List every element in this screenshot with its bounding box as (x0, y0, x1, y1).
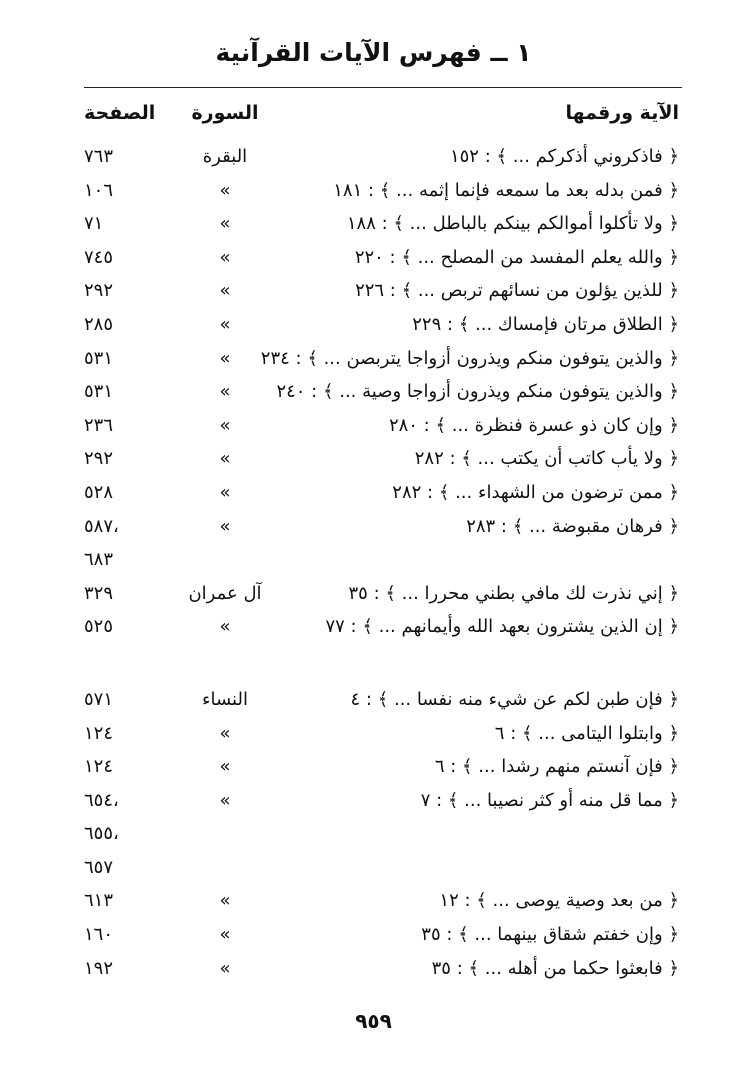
surah-cell: » (219, 280, 231, 302)
header-surah: السورة (191, 102, 259, 124)
ayah-cell: ﴿ والله يعلم المفسد من المصلح ... ﴾ : ٢٢٠ (354, 246, 679, 268)
page-cell: ٦٨٣ (84, 549, 114, 571)
surah-cell: » (219, 924, 231, 946)
page-cell: ٥٣١ (84, 347, 114, 369)
surah-cell: » (219, 313, 231, 335)
surah-cell: » (219, 179, 231, 201)
ayah-cell: ﴿ إني نذرت لك مافي بطني محررا ... ﴾ : ٣٥ (348, 582, 679, 604)
ayah-cell: ﴿ من بعد وصية يوصى ... ﴾ : ١٢ (439, 890, 679, 912)
page-cell: ٢٩٢ (84, 280, 114, 302)
page-cell: ٢٣٦ (84, 414, 114, 436)
page-number: ٩٥٩ (355, 1009, 392, 1033)
table-row (0, 817, 747, 851)
ayah-cell: ﴿ فابعثوا حكما من أهله ... ﴾ : ٣٥ (431, 957, 679, 979)
table-row (0, 375, 747, 409)
ayah-cell: ﴿ فإن طبن لكم عن شيء منه نفسا ... ﴾ : ٤ (350, 688, 679, 710)
table-row (0, 308, 747, 342)
surah-cell: » (219, 756, 231, 778)
index-table (0, 140, 747, 985)
page-cell: ٧٦٣ (84, 146, 114, 167)
ayah-cell: ﴿ فمن بدله بعد ما سمعه فإنما إثمه ... ﴾ : ١٨١ (333, 179, 679, 201)
ayah-cell: ﴿ إن الذين يشترون بعهد الله وأيمانهم ... ﴾ : ٧٧ (325, 616, 679, 638)
page-cell: ١٠٦ (84, 179, 114, 201)
page-cell: ٦١٣ (84, 890, 114, 912)
table-row (0, 174, 747, 208)
surah-cell: » (219, 414, 231, 436)
ayah-cell: ﴿ فرهان مقبوضة ... ﴾ : ٢٨٣ (466, 515, 679, 537)
table-row (0, 577, 747, 611)
table-row (0, 241, 747, 275)
table-row (0, 476, 747, 510)
table-row (0, 918, 747, 952)
table-row (0, 274, 747, 308)
ayah-cell: ﴿ مما قل منه أو كثر نصيبا ... ﴾ : ٧ (420, 789, 679, 811)
page-cell: ٧١ (84, 213, 104, 235)
surah-cell: آل عمران (188, 582, 262, 604)
page-cell: ١٢٤ (84, 756, 114, 778)
page-cell: ٧٤٥ (84, 246, 114, 268)
table-row (0, 510, 747, 544)
page-cell: ٦٥٤، (84, 789, 119, 811)
table-row (0, 207, 747, 241)
page-cell: ٢٨٥ (84, 313, 114, 335)
surah-cell: » (219, 246, 231, 268)
table-row (0, 851, 747, 885)
surah-cell: » (219, 957, 231, 979)
section-spacer (0, 644, 747, 683)
table-row (0, 952, 747, 986)
table-row (0, 140, 747, 174)
ayah-cell: ﴿ ممن ترضون من الشهداء ... ﴾ : ٢٨٢ (392, 481, 679, 503)
surah-cell: » (219, 481, 231, 503)
header-page: الصفحة (84, 102, 156, 124)
page-cell: ١٢٤ (84, 722, 114, 744)
page-cell: ٢٩٢ (84, 448, 114, 470)
surah-cell: » (219, 347, 231, 369)
page-cell: ١٦٠ (84, 924, 114, 946)
ayah-cell: ﴿ ولا يأب كاتب أن يكتب ... ﴾ : ٢٨٢ (414, 448, 679, 470)
ayah-cell: ﴿ الطلاق مرتان فإمساك ... ﴾ : ٢٢٩ (412, 313, 679, 335)
table-row (0, 750, 747, 784)
table-row (0, 717, 747, 751)
ayah-cell: ﴿ والذين يتوفون منكم ويذرون أزواجا وصية ... ﴾ : ٢٤٠ (276, 381, 679, 403)
table-row (0, 409, 747, 443)
ayah-cell: ﴿ ولا تأكلوا أموالكم بينكم بالباطل ... ﴾ : ١٨٨ (346, 213, 679, 235)
table-header (0, 95, 747, 131)
ayah-cell: ﴿ للذين يؤلون من نسائهم تربص ... ﴾ : ٢٢٦ (355, 280, 679, 302)
surah-cell: » (219, 616, 231, 638)
table-row (0, 610, 747, 644)
ayah-cell: ﴿ والذين يتوفون منكم ويذرون أزواجا يتربصن ... ﴾ : ٢٣٤ (260, 347, 679, 369)
page-cell: ٦٥٧ (84, 856, 114, 878)
ayah-cell: ﴿ فإن آنستم منهم رشدا ... ﴾ : ٦ (434, 756, 679, 778)
surah-cell: » (219, 213, 231, 235)
table-row (0, 442, 747, 476)
table-row (0, 683, 747, 717)
ayah-cell: ﴿ وإن كان ذو عسرة فنظرة ... ﴾ : ٢٨٠ (388, 414, 679, 436)
page-cell: ٥٧١ (84, 688, 114, 710)
ayah-cell: ﴿ وابتلوا اليتامى ... ﴾ : ٦ (494, 722, 679, 744)
surah-cell: » (219, 789, 231, 811)
page-cell: ٥٣١ (84, 381, 114, 403)
page-cell: ٦٥٥، (84, 823, 119, 845)
ayah-cell: ﴿ فاذكروني أذكركم ... ﴾ : ١٥٢ (449, 146, 679, 167)
table-row (0, 342, 747, 376)
page-cell: ٣٢٩ (84, 582, 114, 604)
title-divider (84, 87, 682, 88)
surah-cell: » (219, 381, 231, 403)
table-row (0, 784, 747, 818)
surah-cell: » (219, 890, 231, 912)
surah-cell: » (219, 722, 231, 744)
table-row (0, 543, 747, 577)
table-row (0, 884, 747, 918)
ayah-cell: ﴿ وإن خفتم شقاق بينهما ... ﴾ : ٣٥ (421, 924, 679, 946)
header-ayah: الآية ورقمها (565, 102, 679, 124)
page-cell: ٥٢٥ (84, 616, 114, 638)
page-cell: ١٩٢ (84, 957, 114, 979)
surah-cell: » (219, 448, 231, 470)
page-title: ١ ــ فهرس الآيات القرآنية (215, 38, 532, 67)
page-cell: ٥٢٨ (84, 481, 114, 503)
surah-cell: البقرة (202, 146, 248, 167)
page-cell: ٥٨٧، (84, 515, 119, 537)
surah-cell: » (219, 515, 231, 537)
surah-cell: النساء (202, 688, 248, 710)
